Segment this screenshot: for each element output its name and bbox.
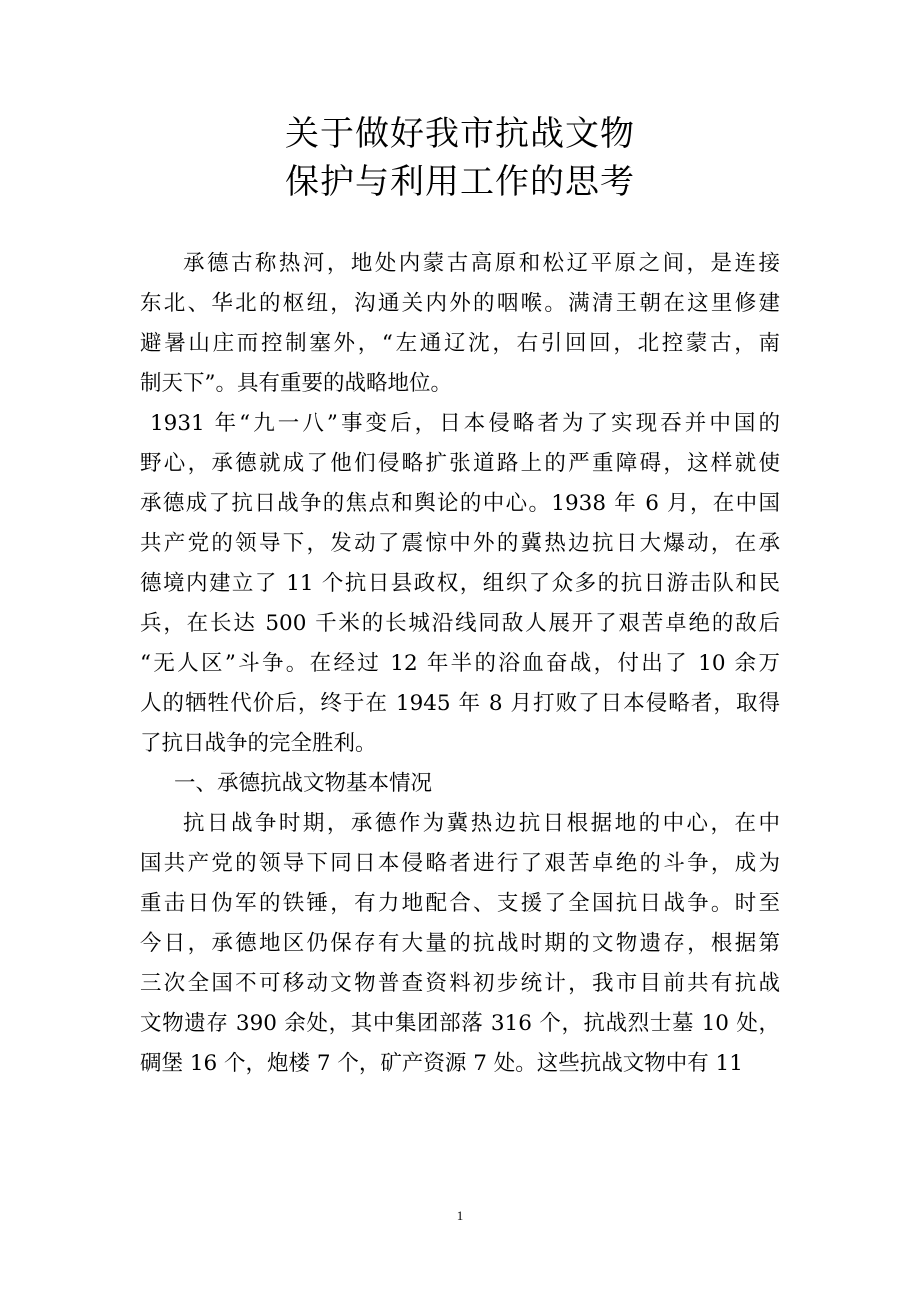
- text-line: 制天下”。具有重要的战略地位。: [140, 371, 452, 396]
- text-line: 东北、华北的枢纽，沟通关内外的咽喉。满清王朝在这里修建: [140, 291, 780, 316]
- text-line: 德境内建立了 11 个抗日县政权，组织了众多的抗日游击队和民: [140, 571, 780, 596]
- title-line-2: 保护与利用工作的思考: [285, 162, 635, 202]
- text-line: 共产党的领导下，发动了震惊中外的冀热边抗日大爆动，在承: [140, 531, 780, 556]
- text-line: 承德成了抗日战争的焦点和舆论的中心。1938 年 6 月，在中国: [140, 491, 780, 516]
- paragraph-relics: [140, 804, 780, 1084]
- paragraph-history: [140, 404, 780, 764]
- section-heading: [140, 764, 780, 804]
- text-line: 国共产党的领导下同日本侵略者进行了艰苦卓绝的斗争，成为: [140, 851, 780, 876]
- text-line: 承德古称热河，地处内蒙古高原和松辽平原之间，是连接: [183, 251, 780, 276]
- text-line: “无人区”斗争。在经过 12 年半的浴血奋战，付出了 10 余万: [140, 651, 780, 676]
- text-line: 兵，在长达 500 千米的长城沿线同敌人展开了艰苦卓绝的敌后: [140, 611, 780, 636]
- text-line: 重击日伪军的铁锤，有力地配合、支援了全国抗日战争。时至: [140, 891, 780, 916]
- text-line: 碉堡 16 个，炮楼 7 个，矿产资源 7 处。这些抗战文物中有 11: [140, 1051, 743, 1076]
- document-body: [140, 244, 780, 1084]
- text-line: 野心，承德就成了他们侵略扩张道路上的严重障碍，这样就使: [140, 451, 780, 476]
- text-line: 1931 年“九一八”事变后，日本侵略者为了实现吞并中国的: [150, 411, 780, 436]
- text-line: 避暑山庄而控制塞外，“左通辽沈，右引回回，北控蒙古，南: [140, 331, 780, 356]
- text-line: 抗日战争时期，承德作为冀热边抗日根据地的中心，在中: [183, 811, 780, 836]
- text-line: 今日，承德地区仍保存有大量的抗战时期的文物遗存，根据第: [140, 931, 780, 956]
- paragraph-intro: [140, 244, 780, 404]
- document-title: [140, 110, 780, 206]
- page-number: 1: [456, 1208, 464, 1223]
- title-line-1: 关于做好我市抗战文物: [285, 114, 635, 154]
- text-line: 三次全国不可移动文物普查资料初步统计，我市目前共有抗战: [140, 971, 780, 996]
- text-line: 人的牺牲代价后，终于在 1945 年 8 月打败了日本侵略者，取得: [140, 691, 780, 716]
- text-line: 文物遗存 390 余处，其中集团部落 316 个，抗战烈士墓 10 处，: [140, 1011, 780, 1036]
- section-heading-text: 一、承德抗战文物基本情况: [174, 771, 433, 796]
- text-line: 了抗日战争的完全胜利。: [140, 731, 377, 756]
